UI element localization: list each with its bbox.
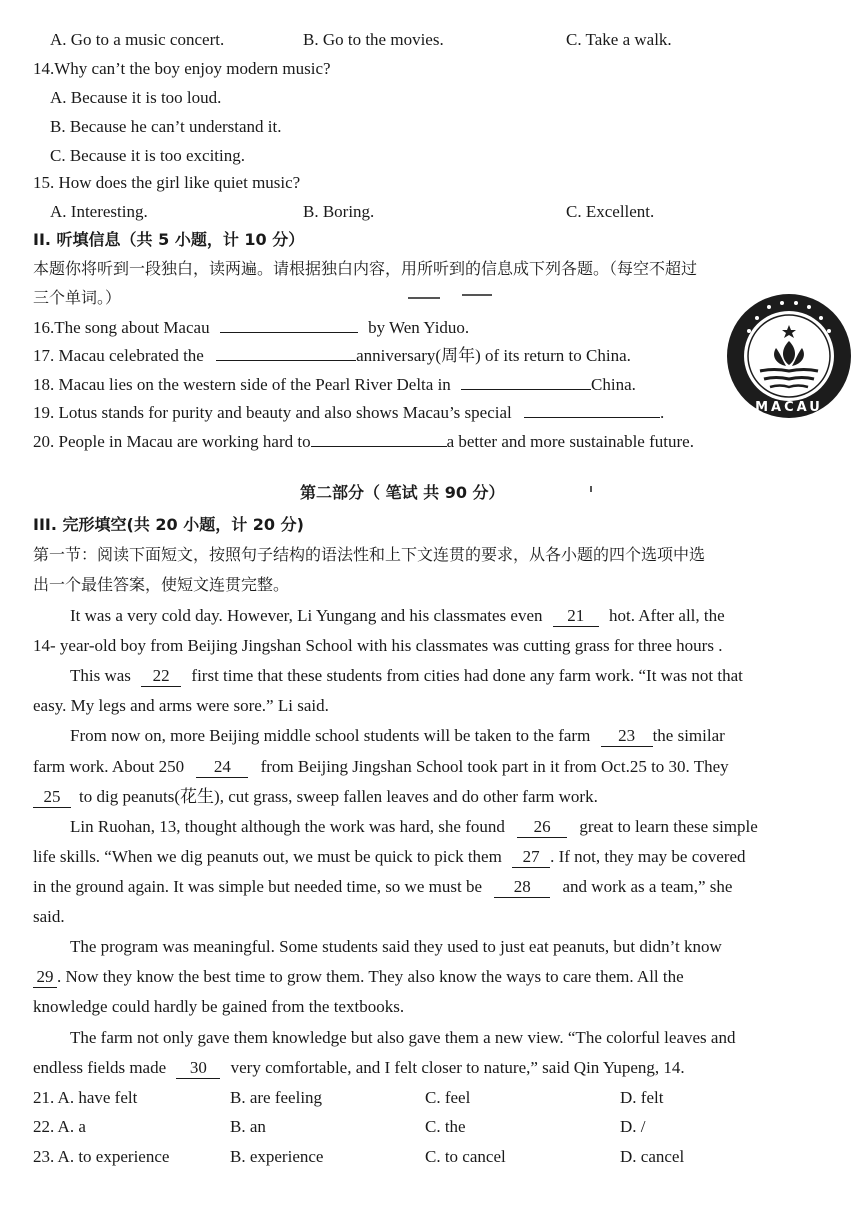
section2-heading: II. 听填信息（共 5 小题，计 10 分） <box>33 230 305 249</box>
section2-instruction-line2: 三个单词。） <box>33 288 122 307</box>
passage-text: and work as a team,” she <box>562 877 733 896</box>
q13-option-a: A. Go to a music concert. <box>50 30 225 49</box>
passage-line: easy. My legs and arms were sore.” Li said. <box>33 696 329 715</box>
q20-line <box>33 430 694 453</box>
q16-text: 16.The song about Macau <box>33 318 210 337</box>
section2-instruction-line1: 本题你将听到一段独白，读两遍。请根据独白内容，用所听到的信息成下列各题。（每空不超过 <box>33 259 698 278</box>
q20-text-after: a better and more sustainable future. <box>446 432 694 451</box>
q22-option-b: B. an <box>230 1117 266 1136</box>
q14-option-b: B. Because he can’t understand it. <box>50 117 282 136</box>
q19-answer-blank[interactable] <box>524 401 660 418</box>
passage-text: the similar <box>652 726 725 745</box>
blank-30[interactable]: 30 <box>176 1058 220 1079</box>
q22-option-a: 22. A. a <box>33 1117 86 1136</box>
passage-line: The farm not only gave them knowledge but also gave them a new view. “The colorful leaves and <box>70 1028 736 1047</box>
q23-option-b: B. experience <box>230 1147 324 1166</box>
passage-line <box>33 786 598 808</box>
blank-24[interactable]: 24 <box>196 757 248 778</box>
stray-mark <box>590 486 592 492</box>
q20-text: 20. People in Macau are working hard to <box>33 432 311 451</box>
q21-option-c: C. feel <box>425 1088 471 1107</box>
q13-option-b: B. Go to the movies. <box>303 30 444 49</box>
q14-option-c: C. Because it is too exciting. <box>50 146 245 165</box>
q21-option-d: D. felt <box>620 1088 664 1107</box>
passage-text: . If not, they may be covered <box>550 847 746 866</box>
passage-line: The program was meaningful. Some students said they used to just eat peanuts, but didn’t know <box>70 937 722 956</box>
stray-mark <box>408 297 440 299</box>
q19-text-after: . <box>660 403 665 422</box>
blank-23[interactable]: 23 <box>601 726 653 747</box>
passage-text: great to learn these simple <box>579 817 758 836</box>
q14-question: 14.Why can’t the boy enjoy modern music? <box>33 59 331 78</box>
q18-answer-blank[interactable] <box>461 373 591 390</box>
passage-text: first time that these students from cities had done any farm work. “It was not that <box>191 666 743 685</box>
blank-28[interactable]: 28 <box>494 877 550 898</box>
passage-text: from Beijing Jingshan School took part in it from Oct.25 to 30. They <box>260 757 729 776</box>
q17-line <box>33 344 631 367</box>
q22-option-d: D. / <box>620 1117 646 1136</box>
passage-line <box>33 1057 685 1079</box>
section3-heading: III. 完形填空(共 20 小题，计 20 分) <box>33 515 304 534</box>
passage-text: in the ground again. It was simple but needed time, so we must be <box>33 877 482 896</box>
passage-text: hot. After all, the <box>609 606 725 625</box>
q13-option-c: C. Take a walk. <box>566 30 672 49</box>
section3-instruction-line2: 出一个最佳答案，使短文连贯完整。 <box>33 575 290 594</box>
seal-text: MACAU <box>755 400 823 415</box>
q15-option-c: C. Excellent. <box>566 202 655 221</box>
passage-line <box>33 966 684 988</box>
blank-21[interactable]: 21 <box>553 606 599 627</box>
q21-option-b: B. are feeling <box>230 1088 323 1107</box>
q17-text: 17. Macau celebrated the <box>33 346 204 365</box>
passage-line <box>70 816 758 838</box>
passage-text: It was a very cold day. However, Li Yungang and his classmates even <box>70 606 543 625</box>
passage-text: From now on, more Beijing middle school students will be taken to the farm <box>70 726 591 745</box>
blank-26[interactable]: 26 <box>517 817 567 838</box>
q15-option-a: A. Interesting. <box>50 202 148 221</box>
q19-text: 19. Lotus stands for purity and beauty and also shows Macau’s special <box>33 403 512 422</box>
q20-answer-blank[interactable] <box>311 430 447 447</box>
passage-line: said. <box>33 907 65 926</box>
blank-25[interactable]: 25 <box>33 787 71 808</box>
passage-text: This was <box>70 666 131 685</box>
passage-text: farm work. About 250 <box>33 757 185 776</box>
q16-text-after: by Wen Yiduo. <box>368 318 470 337</box>
passage-text: endless fields made <box>33 1058 167 1077</box>
passage-line <box>70 665 743 687</box>
passage-text: very comfortable, and I felt closer to nature,” said Qin Yupeng, 14. <box>230 1058 685 1077</box>
q19-line <box>33 401 664 424</box>
q23-option-c: C. to cancel <box>425 1147 506 1166</box>
blank-27[interactable]: 27 <box>512 847 550 868</box>
passage-line <box>33 846 746 868</box>
q23-option-a: 23. A. to experience <box>33 1147 170 1166</box>
blank-22[interactable]: 22 <box>141 666 181 687</box>
part2-title: 第二部分（ 笔试 共 90 分） <box>300 483 505 502</box>
passage-line: knowledge could hardly be gained from the textbooks. <box>33 997 405 1016</box>
q18-text: 18. Macau lies on the western side of the Pearl River Delta in <box>33 375 451 394</box>
q17-answer-blank[interactable] <box>216 344 356 361</box>
q22-option-c: C. the <box>425 1117 466 1136</box>
q14-option-a: A. Because it is too loud. <box>50 88 222 107</box>
stray-mark <box>462 294 492 296</box>
blank-29[interactable]: 29 <box>33 967 57 988</box>
passage-line <box>33 876 732 898</box>
q21-option-a: 21. A. have felt <box>33 1088 138 1107</box>
macau-seal <box>724 291 854 421</box>
section3-instruction-line1: 第一节：阅读下面短文，按照句子结构的语法性和上下文连贯的要求，从各小题的四个选项中选 <box>33 545 706 564</box>
q17-text-after: anniversary(周年) of its return to China. <box>356 346 631 365</box>
passage-text: life skills. “When we dig peanuts out, we must be quick to pick them <box>33 847 502 866</box>
passage-line <box>70 605 725 627</box>
passage-line <box>33 756 729 778</box>
passage-text: to dig peanuts(花生), cut grass, sweep fallen leaves and do other farm work. <box>79 787 598 806</box>
q15-option-b: B. Boring. <box>303 202 375 221</box>
q16-line <box>33 316 469 339</box>
passage-line <box>70 725 725 747</box>
q16-answer-blank[interactable] <box>220 316 358 333</box>
q18-line <box>33 373 636 396</box>
passage-text: . Now they know the best time to grow them. They also know the ways to care them. All the <box>57 967 684 986</box>
q15-question: 15. How does the girl like quiet music? <box>33 173 301 192</box>
q18-text-after: China. <box>591 375 636 394</box>
q23-option-d: D. cancel <box>620 1147 685 1166</box>
passage-text: Lin Ruohan, 13, thought although the work was hard, she found <box>70 817 505 836</box>
passage-line: 14- year-old boy from Beijing Jingshan School with his classmates was cutting grass for three hours . <box>33 636 723 655</box>
